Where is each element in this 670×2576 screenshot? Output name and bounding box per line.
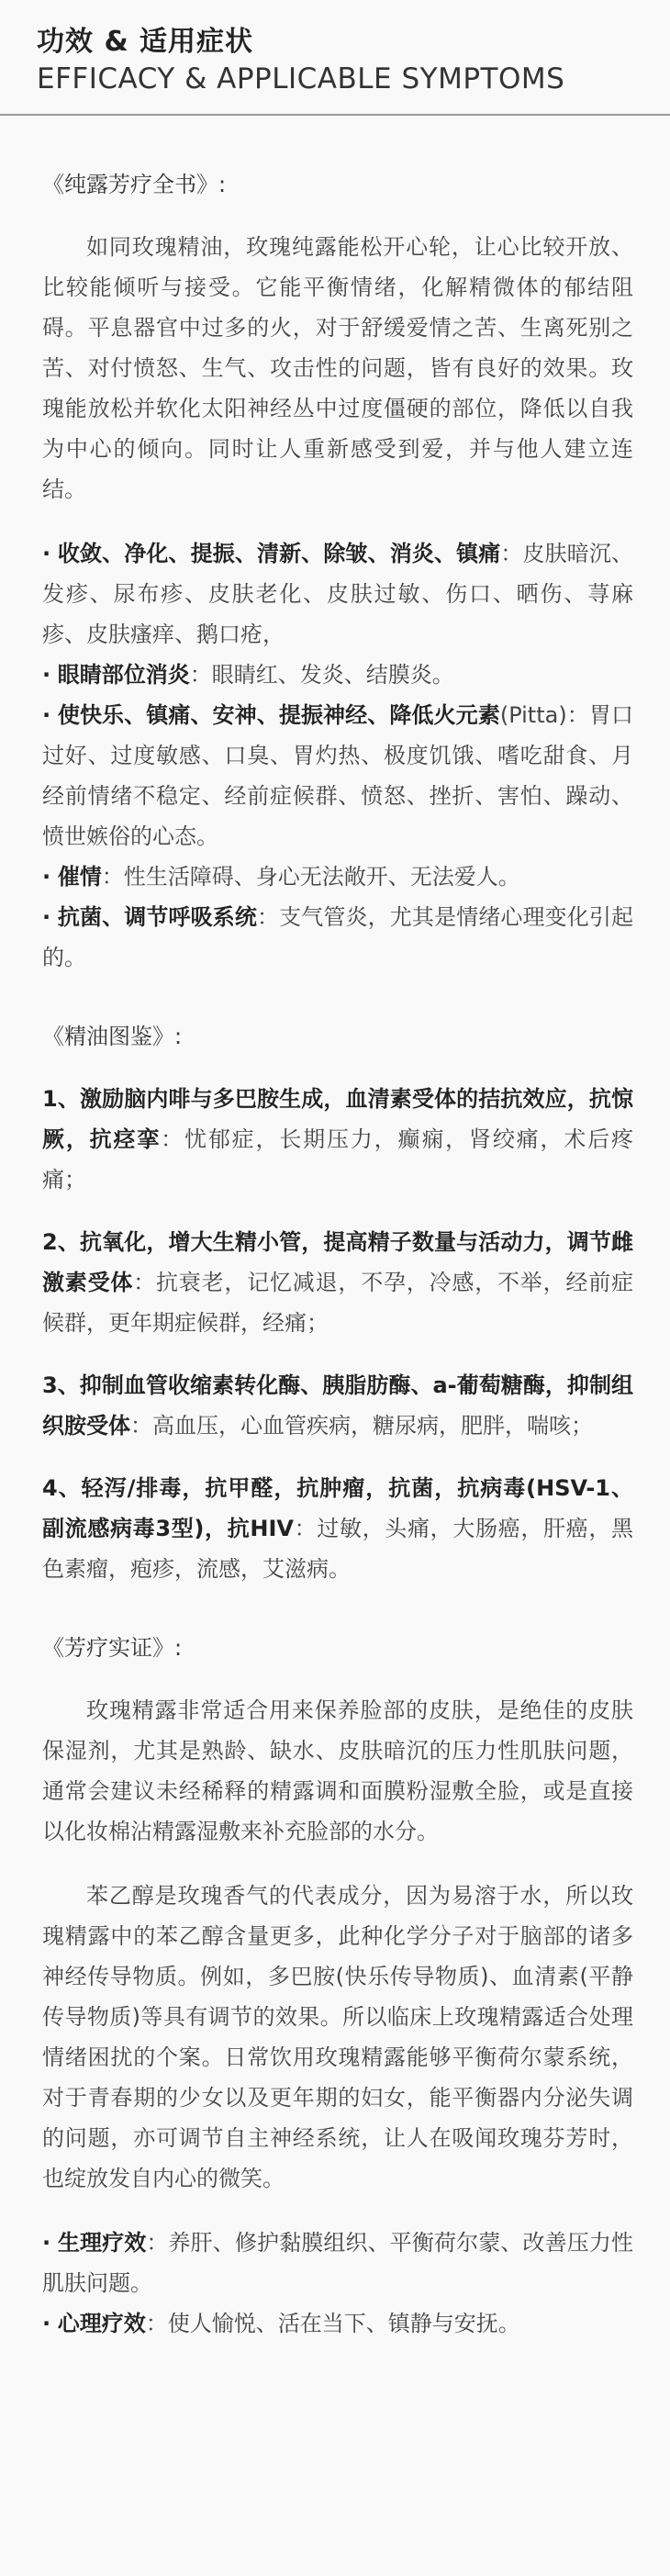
bullet-item	[42, 857, 633, 897]
bullet-dot: ·	[42, 541, 51, 566]
page-title-en: EFFICACY & APPLICABLE SYMPTOMS	[37, 62, 565, 95]
bullet-item	[42, 695, 633, 857]
content	[0, 116, 670, 2344]
section-hydrosol-book	[42, 166, 633, 978]
bullet-text: ：使人愉悦、活在当下、镇静与安抚。	[145, 2311, 520, 2336]
bullet-dot: ·	[42, 702, 51, 728]
paragraph: 玫瑰精露非常适合用来保养脸部的皮肤，是绝佳的皮肤保湿剂，尤其是熟龄、缺水、皮肤暗沉的压力性肌肤问题，通常会建议未经稀释的精露调和面膜粉湿敷全脸，或是直接以化妆棉沾精露湿敷来补充脸部的水分。	[42, 1697, 633, 1844]
bullet-item	[42, 2303, 633, 2344]
bullet-lead: 收敛、净化、提振、清新、除皱、消炎、镇痛	[57, 541, 501, 566]
bullet-item	[42, 897, 633, 978]
numbered-item-text: ：过敏，头痛，大肠癌，肝癌，黑色素瘤，疱疹，流感，艾滋病。	[42, 1516, 633, 1582]
numbered-item-lead: 3、抑制血管收缩素转化酶、胰脂肪酶、a-葡萄糖酶，抑制组织胺受体	[42, 1372, 633, 1439]
bullet-lead: 催情	[57, 864, 102, 890]
bullet-lead: 使快乐、镇痛、安神、提振神经、降低火元素	[57, 702, 500, 728]
bullet-lead: 眼睛部位消炎	[57, 662, 190, 688]
numbered-item	[42, 1079, 633, 1200]
bullet-text: ：眼睛红、发炎、结膜炎。	[189, 662, 454, 688]
numbered-item-text: ：忧郁症，长期压力，癫痫，肾绞痛，术后疼痛；	[42, 1126, 634, 1193]
section-title: 《芳疗实证》:	[42, 1635, 183, 1661]
bullet-list	[42, 2223, 633, 2344]
page-title-zh: 功效 & 适用症状	[37, 26, 254, 58]
numbered-item-text: ：高血压，心血管疾病，糖尿病，肥胖，喘咳；	[130, 1413, 593, 1439]
section-aromatherapy-evidence	[42, 1630, 633, 2344]
paragraph: 苯乙醇是玫瑰香气的代表成分，因为易溶于水，所以玫瑰精露中的苯乙醇含量更多，此种化学分子对于脑部的诸多神经传导物质。例如，多巴胺(快乐传导物质)、血清素(平静传导物质)等具有调节的效果。所以临床上玫瑰精露适合处理情绪困扰的个案。日常饮用玫瑰精露能够平衡荷尔蒙系统，对于青春期的少女以及更年期的妇女，能平衡器内分泌失调的问题，亦可调节自主神经系统，让人在吸闻玫瑰芬芳时，也绽放发自内心的微笑。	[42, 1883, 633, 2191]
bullet-text: ：性生活障碍、身心无法敞开、无法爱人。	[101, 864, 520, 890]
section-essential-oil-atlas	[42, 1018, 633, 1589]
bullet-item	[42, 655, 633, 695]
numbered-item-text: ：抗衰老，记忆减退，不孕，冷感，不举，经前症候群，更年期症候群，经痛；	[42, 1270, 634, 1336]
numbered-item	[42, 1468, 633, 1589]
bullet-item	[42, 2223, 633, 2303]
header	[0, 0, 670, 116]
bullet-dot: ·	[42, 904, 51, 930]
bullet-text: ：支气管炎，尤其是情绪心理变化引起的。	[42, 904, 634, 970]
bullet-lead: 抗菌、调节呼吸系统	[57, 904, 258, 930]
numbered-item-lead: 2、抗氧化，增大生精小管，提高精子数量与活动力，调节雌激素受体	[42, 1229, 633, 1295]
bullet-text: ：养肝、修护黏膜组织、平衡荷尔蒙、改善压力性肌肤问题。	[42, 2230, 634, 2296]
bullet-item	[42, 533, 633, 655]
bullet-dot: ·	[42, 662, 51, 688]
bullet-list	[42, 533, 633, 978]
section-title: 《精油图鉴》:	[42, 1024, 183, 1049]
section-title: 《纯露芳疗全书》:	[42, 172, 227, 197]
bullet-dot: ·	[42, 864, 51, 890]
bullet-text: ：皮肤暗沉、发疹、尿布疹、皮肤老化、皮肤过敏、伤口、晒伤、荨麻疹、皮肤瘙痒、鹅口疮，	[42, 541, 634, 647]
numbered-item-lead: 4、轻泻/排毒，抗甲醛，抗肿瘤，抗菌，抗病毒(HSV-1、副流感病毒3型)，抗HIV	[42, 1475, 633, 1541]
numbered-item	[42, 1222, 633, 1343]
bullet-lead: 心理疗效	[57, 2311, 146, 2336]
paragraph: 如同玫瑰精油，玫瑰纯露能松开心轮，让心比较开放、比较能倾听与接受。它能平衡情绪，化解精微体的郁结阻碍。平息器官中过多的火，对于舒缓爱情之苦、生离死别之苦、对付愤怒、生气、攻击性的问题，皆有良好的效果。玫瑰能放松并软化太阳神经丛中过度僵硬的部位，降低以自我为中心的倾向。同时让人重新感受到爱，并与他人建立连结。	[42, 234, 633, 502]
bullet-dot: ·	[42, 2230, 51, 2256]
bullet-dot: ·	[42, 2311, 51, 2336]
numbered-item	[42, 1365, 633, 1446]
bullet-lead: 生理疗效	[57, 2230, 147, 2256]
numbered-item-lead: 1、激励脑内啡与多巴胺生成，血清素受体的拮抗效应，抗惊厥，抗痉挛	[42, 1086, 633, 1152]
bullet-text: (Pitta)：胃口过好、过度敏感、口臭、胃灼热、极度饥饿、嗜吃甜食、月经前情绪不稳定、经前症候群、愤怒、挫折、害怕、躁动、愤世嫉俗的心态。	[42, 702, 633, 849]
